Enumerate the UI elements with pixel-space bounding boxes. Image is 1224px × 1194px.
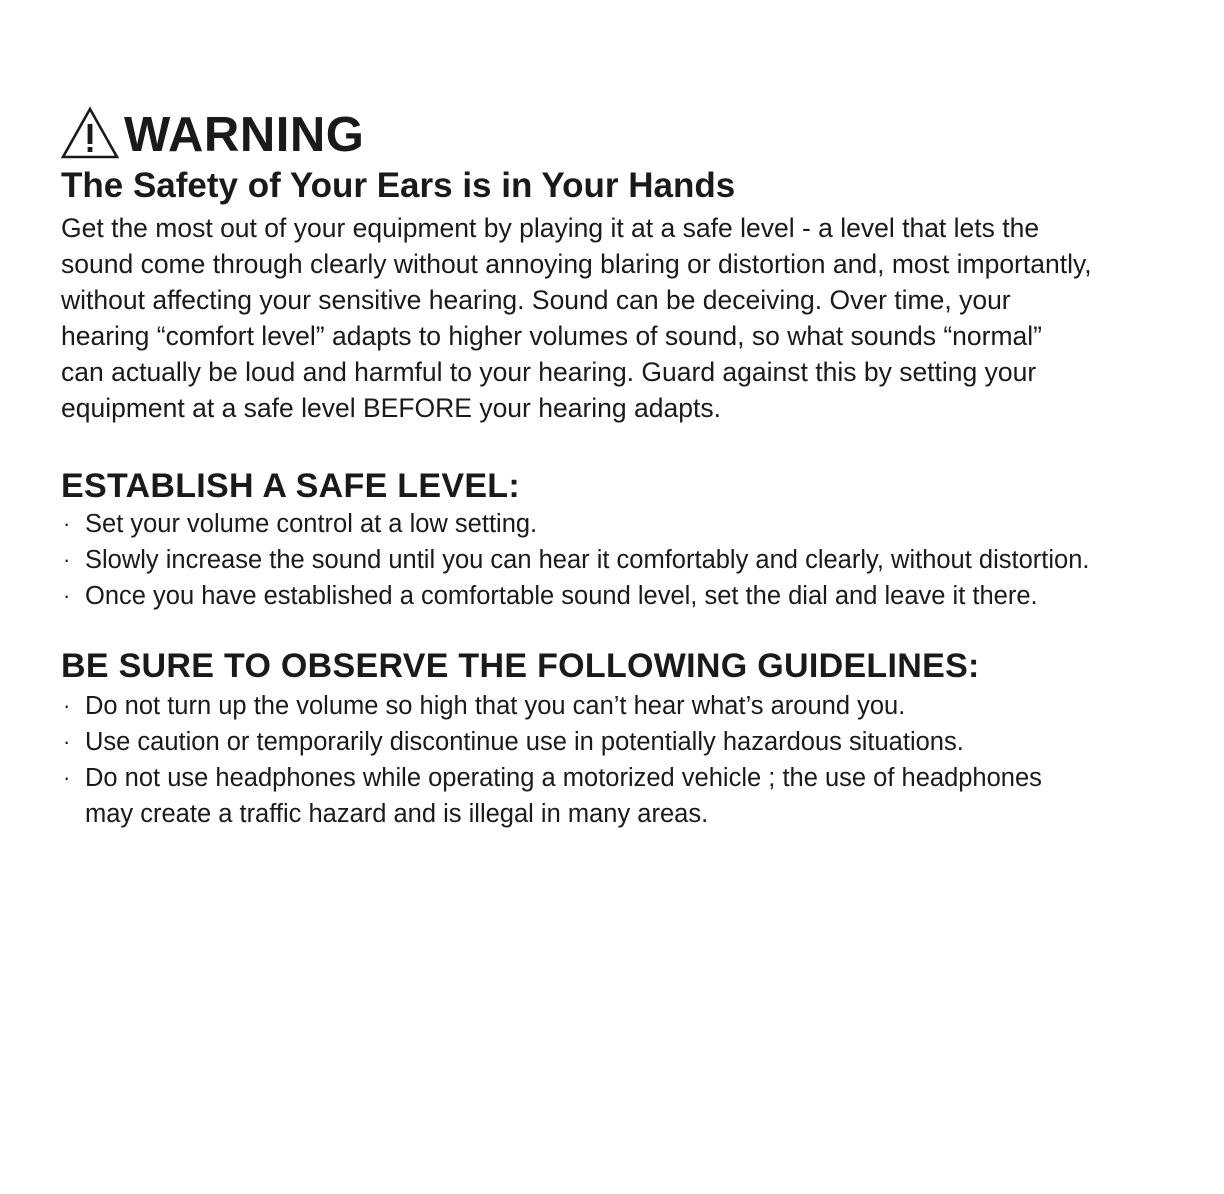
- bullet-icon: ·: [63, 729, 71, 754]
- list-item-text: Set your volume control at a low setting.: [85, 510, 538, 538]
- intro-line: equipment at a safe level BEFORE your hearing adapts.: [61, 393, 721, 423]
- intro-paragraph: [61, 210, 1161, 426]
- bullet-icon: ·: [63, 511, 71, 536]
- intro-line: can actually be loud and harmful to your hearing. Guard against this by setting your: [61, 357, 1037, 387]
- list-item: [61, 760, 1042, 832]
- bullet-icon: ·: [63, 693, 71, 718]
- list-item: [61, 688, 1042, 724]
- guidelines-list: [61, 688, 1042, 832]
- warning-header: [60, 104, 364, 160]
- intro-line: without affecting your sensitive hearing. Sound can be deceiving. Over time, your: [61, 285, 1011, 315]
- list-item-text: Use caution or temporarily discontinue use in potentially hazardous situations.: [85, 728, 964, 756]
- establish-heading: ESTABLISH A SAFE LEVEL:: [61, 467, 520, 505]
- list-item: [61, 578, 1089, 614]
- intro-line: hearing “comfort level” adapts to higher volumes of sound, so what sounds “normal”: [61, 321, 1042, 351]
- warning-triangle-icon: [60, 106, 120, 160]
- bullet-icon: ·: [63, 547, 71, 572]
- bullet-icon: ·: [63, 765, 71, 790]
- list-item-continuation: may create a traffic hazard and is illegal in many areas.: [85, 800, 709, 828]
- guidelines-heading: BE SURE TO OBSERVE THE FOLLOWING GUIDELINES:: [61, 647, 980, 685]
- list-item-text: Once you have established a comfortable sound level, set the dial and leave it there.: [85, 582, 1038, 610]
- establish-list: [61, 506, 1089, 614]
- safety-subtitle: The Safety of Your Ears is in Your Hands: [61, 166, 736, 205]
- list-item: [61, 542, 1089, 578]
- intro-line: sound come through clearly without annoying blaring or distortion and, most importantly,: [61, 249, 1092, 279]
- list-item-text: Do not use headphones while operating a motorized vehicle ; the use of headphones: [85, 764, 1042, 792]
- list-item: [61, 506, 1089, 542]
- intro-line: Get the most out of your equipment by playing it at a safe level - a level that lets the: [61, 213, 1040, 243]
- list-item: [61, 724, 1042, 760]
- warning-title: WARNING: [124, 108, 365, 162]
- list-item-text: Do not turn up the volume so high that you can’t hear what’s around you.: [85, 692, 906, 720]
- list-item-text: Slowly increase the sound until you can hear it comfortably and clearly, without distortion.: [85, 546, 1090, 574]
- bullet-icon: ·: [63, 583, 71, 608]
